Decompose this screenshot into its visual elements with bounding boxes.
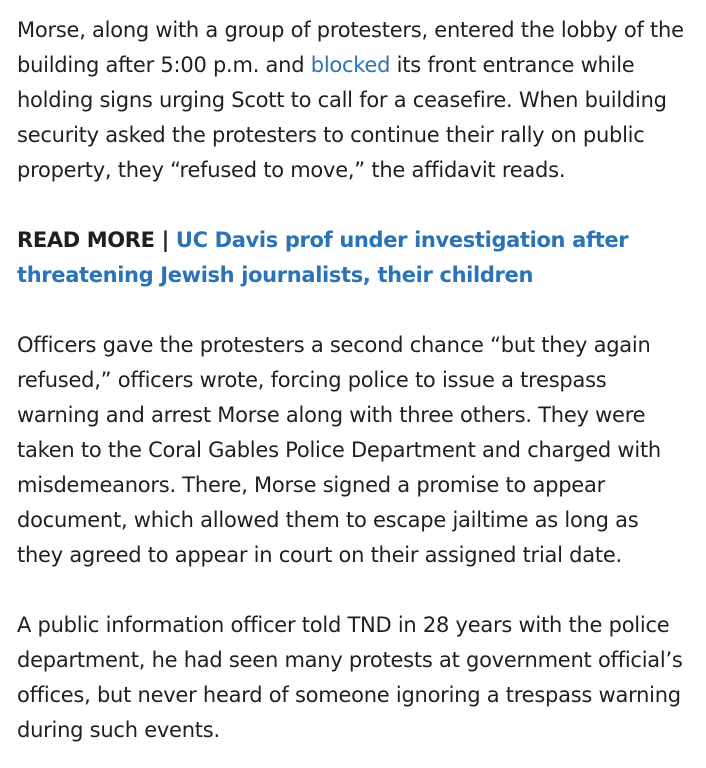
paragraph-2: Officers gave the protesters a second chance “but they again refused,” officers wrote, forcing police to issue a trespass warning and arrest Morse along with three others. They were taken to the Coral Gables Police Department and charged with misdemeanors. There, Morse signed a promise to appear document, which allowed them to escape jailtime as long as they agreed to appear in court on their assigned trial date. — [17, 333, 661, 567]
paragraph-gap — [17, 573, 690, 608]
read-more-label: READ MORE — [17, 228, 155, 252]
read-more-link[interactable]: UC Davis prof under investigation after threatening Jewish journalists, their children — [17, 228, 629, 287]
blocked-link[interactable]: blocked — [310, 53, 391, 77]
paragraph-3: A public information officer told TND in 28 years with the police department, he had seen many protests at government official’s offices, but never heard of someone ignoring a trespass warning during such events. — [17, 613, 683, 742]
paragraph-1-text-end: its front entrance while holding signs urging Scott to call for a ceasefire. When building security asked the protesters to continue their rally on public property, they “refused to move,” the affidavit reads. — [17, 53, 667, 182]
read-more-separator: | — [154, 228, 176, 252]
paragraph-1 — [17, 13, 690, 188]
paragraph-1-text-start: Morse, along with a group of protesters, entered the lobby of the building after 5:00 p.m. and — [17, 18, 684, 77]
read-more-block — [17, 223, 690, 293]
paragraph-gap — [17, 188, 690, 223]
paragraph-gap — [17, 293, 690, 328]
